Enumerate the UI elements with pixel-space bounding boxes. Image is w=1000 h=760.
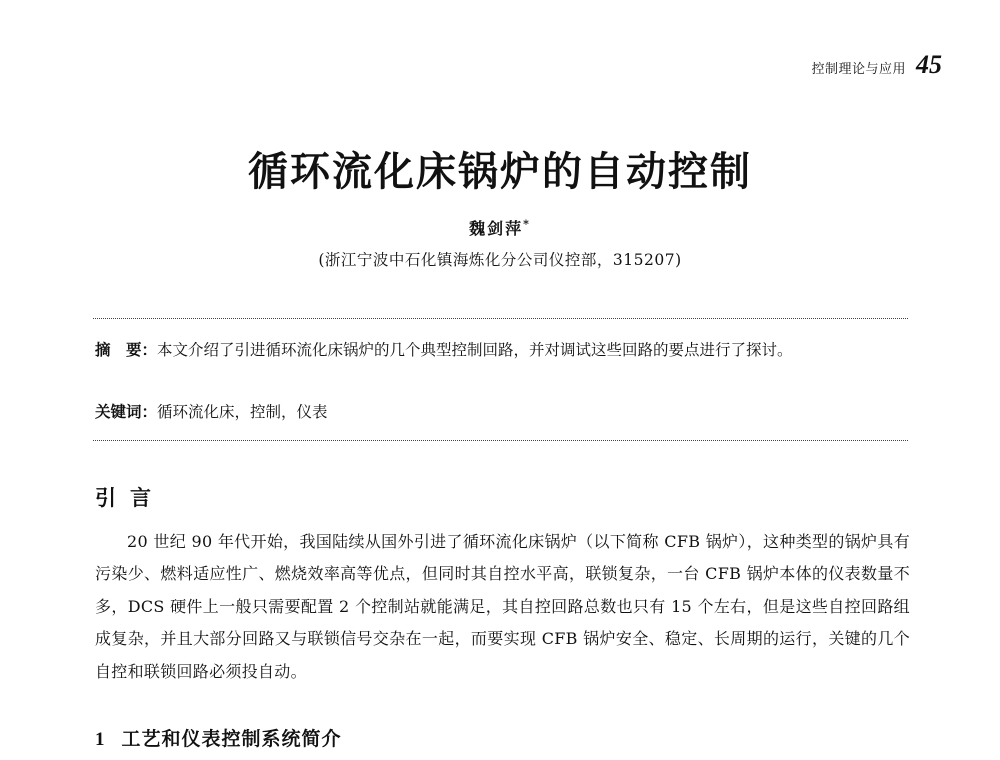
intro-heading: 引言 — [95, 486, 165, 510]
running-head — [811, 50, 942, 80]
intro-paragraph: 20 世纪 90 年代开始，我国陆续从国外引进了循环流化床锅炉（以下简称 CFB 锅炉），这种类型的锅炉具有污染少、燃料适应性广、燃烧效率高等优点，但同时其自控水平高，联锁复杂，一台 CFB 锅炉本体的仪表数量不多，DCS 硬件上一般只需要配置 2 个控制站就能满足，其自控回路总数也只有 15 个左右，但是这些自控回路组成复杂，并且大部分回路又与联锁信号交杂在一起，而要实现 CFB 锅炉安全、稳定、长周期的运行，关键的几个自控和联锁回路必须投自动。 — [95, 532, 910, 681]
abstract-top-divider — [93, 318, 908, 319]
running-head-section: 控制理论与应用 — [811, 62, 906, 77]
abstract — [95, 336, 907, 364]
article-title: 循环流化床锅炉的自动控制 — [248, 148, 752, 195]
abstract-label: 摘 要： — [95, 341, 158, 359]
abstract-bottom-divider — [93, 440, 908, 441]
keywords-text: 循环流化床，控制，仪表 — [157, 403, 328, 421]
author-name: 魏剑萍 — [469, 219, 524, 238]
author-line — [0, 216, 1000, 239]
section-1-heading — [95, 724, 342, 751]
section-1-title: 工艺和仪表控制系统简介 — [121, 728, 342, 750]
section-1-number: 1 — [95, 729, 106, 750]
author-footnote-mark: * — [523, 217, 531, 231]
keywords-label: 关键词： — [95, 403, 158, 421]
abstract-text: 本文介绍了引进循环流化床锅炉的几个典型控制回路，并对调试这些回路的要点进行了探讨。 — [157, 341, 793, 359]
keywords — [95, 398, 907, 426]
author-affiliation: (浙江宁波中石化镇海炼化分公司仪控部，315207) — [318, 251, 682, 269]
page-number: 45 — [916, 50, 942, 79]
